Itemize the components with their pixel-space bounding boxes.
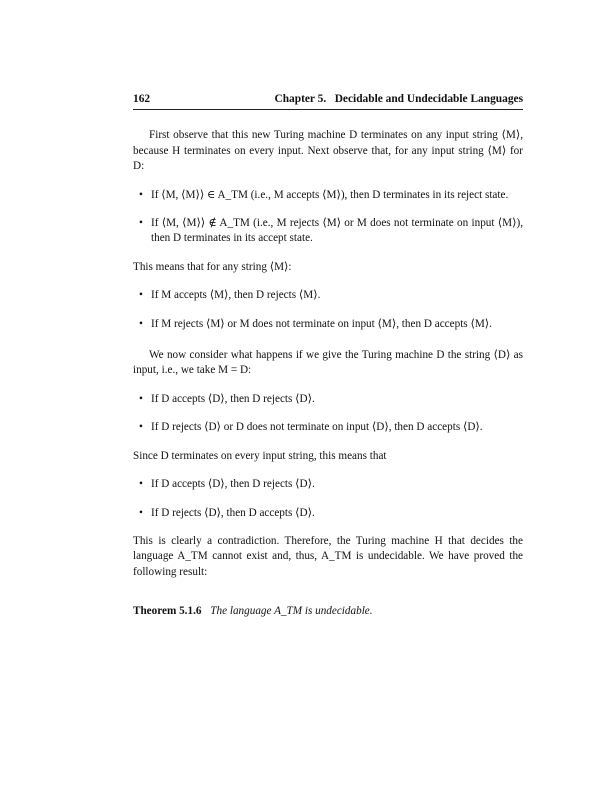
header-rule bbox=[133, 109, 523, 110]
running-header bbox=[133, 92, 523, 107]
list-item-text: If D accepts ⟨D⟩, then D rejects ⟨D⟩. bbox=[151, 392, 315, 405]
list-item bbox=[133, 216, 523, 247]
list-item bbox=[133, 188, 523, 203]
page-body bbox=[133, 92, 523, 620]
list-item bbox=[133, 477, 523, 492]
list-item bbox=[133, 420, 523, 435]
list-item bbox=[133, 288, 523, 303]
bullet-list bbox=[133, 188, 523, 247]
theorem bbox=[133, 604, 523, 619]
bullet-icon: • bbox=[139, 217, 143, 230]
bullet-icon: • bbox=[139, 289, 143, 302]
list-item bbox=[133, 317, 523, 332]
list-item-text: If D rejects ⟨D⟩, then D accepts ⟨D⟩. bbox=[151, 506, 315, 519]
list-item bbox=[133, 392, 523, 407]
list-item-text: If M accepts ⟨M⟩, then D rejects ⟨M⟩. bbox=[151, 289, 321, 302]
theorem-label: Theorem 5.1.6 bbox=[133, 605, 202, 618]
theorem-text: The language A_TM is undecidable. bbox=[210, 605, 373, 618]
bullet-icon: • bbox=[139, 392, 143, 405]
chapter-title: Chapter 5. Decidable and Undecidable Languages bbox=[274, 93, 523, 105]
bullet-icon: • bbox=[139, 478, 143, 491]
list-item-text: If ⟨M, ⟨M⟩⟩ ∈ A_TM (i.e., M accepts ⟨M⟩), then D terminates in its reject state. bbox=[151, 188, 509, 201]
list-item-text: If M rejects ⟨M⟩ or M does not terminate on input ⟨M⟩, then D accepts ⟨M⟩. bbox=[151, 317, 492, 330]
paragraph: Since D terminates on every input string, this means that bbox=[133, 449, 387, 462]
paragraph: This means that for any string ⟨M⟩: bbox=[133, 260, 292, 273]
bullet-list bbox=[133, 392, 523, 436]
list-item-text: If D accepts ⟨D⟩, then D rejects ⟨D⟩. bbox=[151, 478, 315, 491]
bullet-icon: • bbox=[139, 188, 143, 201]
page-number: 162 bbox=[133, 93, 151, 105]
list-item-text: If D rejects ⟨D⟩ or D does not terminate on input ⟨D⟩, then D accepts ⟨D⟩. bbox=[151, 421, 483, 434]
bullet-list bbox=[133, 288, 523, 332]
paragraph: First observe that this new Turing machine D terminates on any input string ⟨M⟩, because H terminates on every input. Next observe that, for any input string ⟨M⟩ for D: bbox=[133, 129, 523, 173]
paragraph: We now consider what happens if we give the Turing machine D the string ⟨D⟩ as input, i.e., we take M = D: bbox=[133, 349, 523, 377]
list-item bbox=[133, 506, 523, 521]
bullet-icon: • bbox=[139, 317, 143, 330]
list-item-text: If ⟨M, ⟨M⟩⟩ ∉ A_TM (i.e., M rejects ⟨M⟩ or M does not terminate on input ⟨M⟩), then D terminates in its accept state. bbox=[151, 217, 523, 245]
bullet-list bbox=[133, 477, 523, 521]
bullet-icon: • bbox=[139, 421, 143, 434]
paragraph: This is clearly a contradiction. Therefore, the Turing machine H that decides the language A_TM cannot exist and, thus, A_TM is undecidable. We have proved the following result: bbox=[133, 534, 523, 578]
bullet-icon: • bbox=[139, 506, 143, 519]
